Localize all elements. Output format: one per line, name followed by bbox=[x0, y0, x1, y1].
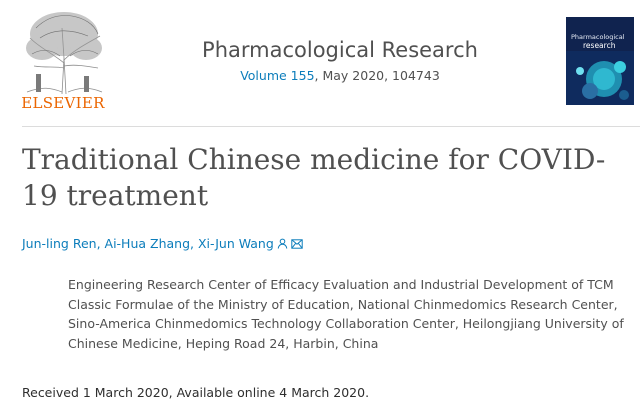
volume-link[interactable]: Volume 155 bbox=[240, 68, 315, 83]
author-link[interactable]: Jun-ling Ren bbox=[22, 236, 97, 251]
author-link[interactable]: Xi-Jun Wang bbox=[197, 236, 274, 251]
article-header bbox=[0, 0, 640, 122]
author-separator: , bbox=[96, 236, 105, 251]
journal-info bbox=[150, 38, 530, 83]
header-divider bbox=[22, 126, 640, 127]
publication-history: Received 1 March 2020, Available online 4 March 2020. bbox=[22, 385, 370, 400]
journal-cover-image[interactable] bbox=[566, 17, 634, 105]
elsevier-logo[interactable] bbox=[17, 8, 109, 112]
person-icon[interactable] bbox=[277, 237, 288, 252]
email-icon[interactable] bbox=[291, 237, 303, 252]
elsevier-wordmark: ELSEVIER bbox=[21, 94, 105, 112]
author-list bbox=[22, 236, 303, 252]
author-separator: , bbox=[190, 236, 198, 251]
affiliation: Engineering Research Center of Efficacy Evaluation and Industrial Development of TCM Classic Formulae of the Ministry of Education, National Chinmedomics Research Center, Sino-America Chinmedomics Technology Collaboration Center, Heilongjiang University of Chinese Medicine, Heping Road 24, Harbin, China bbox=[68, 277, 624, 351]
cover-artwork bbox=[566, 51, 634, 105]
issue-info: , May 2020, 104743 bbox=[314, 68, 440, 83]
journal-meta bbox=[150, 68, 530, 83]
cover-title-line2: research bbox=[583, 41, 616, 50]
cover-title-line1: Pharmacological bbox=[571, 33, 625, 41]
author-link[interactable]: Ai-Hua Zhang bbox=[104, 236, 191, 251]
tree-icon bbox=[22, 8, 106, 94]
article-title: Traditional Chinese medicine for COVID-19 treatment bbox=[22, 143, 606, 212]
journal-title-link[interactable]: Pharmacological Research bbox=[202, 38, 478, 62]
